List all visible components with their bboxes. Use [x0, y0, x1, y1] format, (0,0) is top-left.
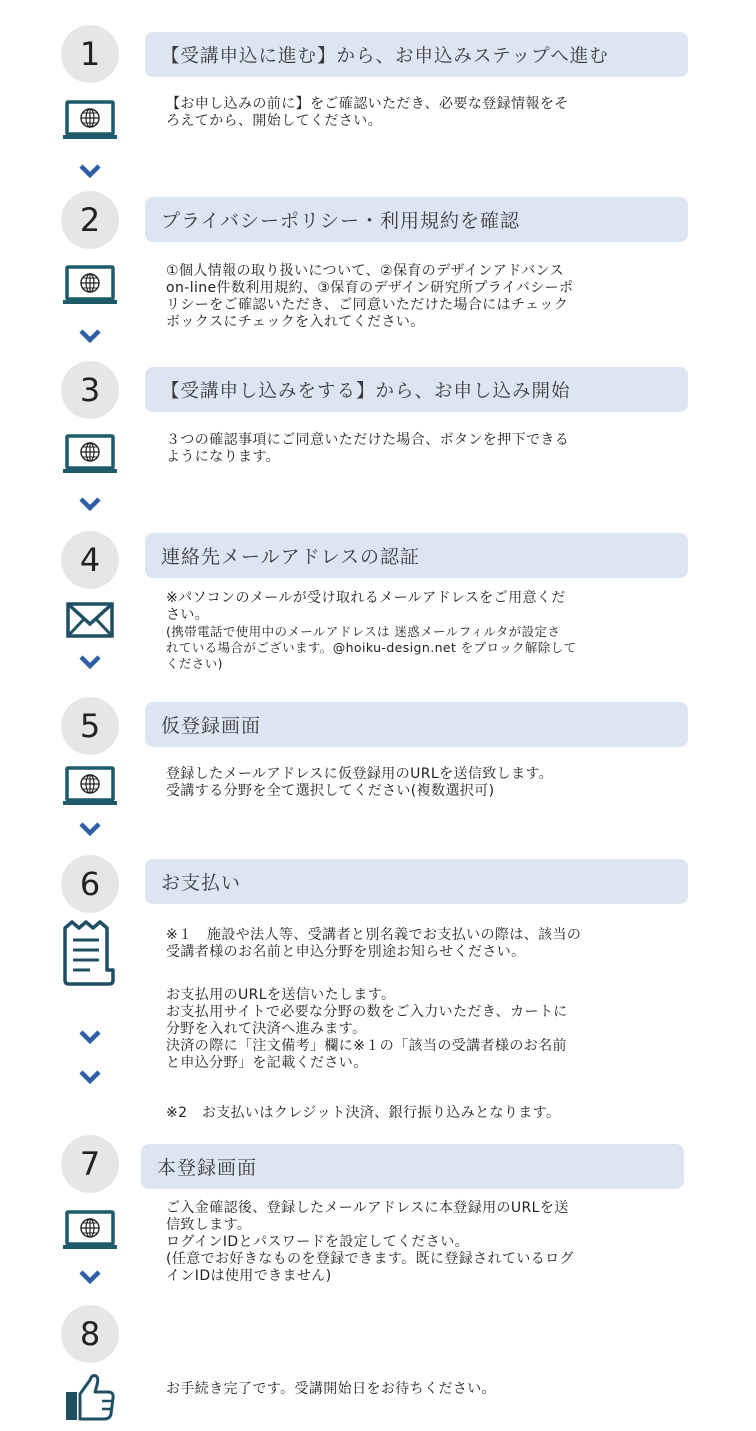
chevron-down-icon	[79, 655, 101, 669]
step-title-7: 本登録画面	[141, 1144, 684, 1189]
laptop-globe-icon	[63, 434, 119, 476]
chevron-down-icon	[79, 1270, 101, 1284]
chevron-down-icon	[79, 822, 101, 836]
step-description-7: ご入金確認後、登録したメールアドレスに本登録用のURLを送 信致します。 ログインIDとパスワードを設定してください。 (任意でお好きなものを登録できます。既に登録されているログ インIDは使用できません)	[166, 1200, 574, 1284]
envelope-icon	[66, 602, 114, 638]
laptop-globe-icon	[63, 766, 119, 808]
step-title-1: 【受講申込に進む】から、お申込みステップへ進む	[145, 32, 688, 77]
step-description-1: 【お申し込みの前に】をご確認いただき、必要な登録情報をそ ろえてから、開始してください。	[166, 96, 569, 129]
thumbs-up-icon	[64, 1372, 116, 1422]
chevron-down-icon	[79, 1030, 101, 1044]
step-description-8: お手続き完了です。受講開始日をお待ちください。	[166, 1381, 497, 1397]
step-description-4: ※パソコンのメールが受け取れるメールアドレスをご用意くだ さい。 (携帯電話で使用中のメールアドレスは 迷惑メールフィルタが設定さ れている場合がございます。@hoiku-design.net をブロック解除して ください)	[166, 590, 577, 671]
chevron-down-icon	[79, 497, 101, 511]
step-description-3: ３つの確認事項にご同意いただけた場合、ボタンを押下できる ようになります。	[166, 432, 570, 465]
step-description-2: ①個人情報の取り扱いについて、②保育のデザインアドバンス on-line件数利用規約、③保育のデザイン研究所プライバシーポ リシーをご確認いただき、ご同意いただけた場合にはチェック ボックスにチェックを入れてください。	[166, 263, 574, 330]
step-number-5: 5	[61, 697, 119, 755]
step-number-3: 3	[61, 361, 119, 419]
laptop-globe-icon	[63, 265, 119, 307]
laptop-globe-icon	[63, 1210, 119, 1252]
step-note2-6: ※2 お支払いはクレジット決済、銀行振り込みとなります。	[166, 1105, 561, 1121]
step-description-5: 登録したメールアドレスに仮登録用のURLを送信致します。 受講する分野を全て選択してください(複数選択可)	[166, 766, 554, 799]
receipt-icon	[60, 920, 118, 986]
step-title-4: 連絡先メールアドレスの認証	[145, 533, 688, 578]
step-title-3: 【受講申し込みをする】から、お申し込み開始	[145, 367, 688, 412]
step-title-2: プライバシーポリシー・利用規約を確認	[145, 197, 688, 242]
step-number-8: 8	[61, 1305, 119, 1363]
chevron-down-icon	[79, 164, 101, 178]
step-title-6: お支払い	[145, 859, 688, 904]
chevron-down-icon	[79, 1070, 101, 1084]
step-number-4: 4	[61, 531, 119, 589]
step-number-6: 6	[61, 855, 119, 913]
step-note1-6: ※１ 施設や法人等、受講者と別名義でお支払いの際は、該当の 受講者様のお名前と申込分野を別途お知らせください。	[166, 927, 582, 960]
laptop-globe-icon	[63, 100, 119, 142]
step-title-5: 仮登録画面	[145, 702, 688, 747]
step-number-7: 7	[61, 1135, 119, 1193]
step-description-6: お支払用のURLを送信いたします。 お支払用サイトで必要な分野の数をご入力いただき、カートに 分野を入れて決済へ進みます。 決済の際に「注文備考」欄に※１の「該当の受講者様のお名前 と申込分野」を記載ください。	[166, 987, 568, 1071]
chevron-down-icon	[79, 329, 101, 343]
step-number-2: 2	[61, 191, 119, 249]
step-number-1: 1	[61, 25, 119, 83]
